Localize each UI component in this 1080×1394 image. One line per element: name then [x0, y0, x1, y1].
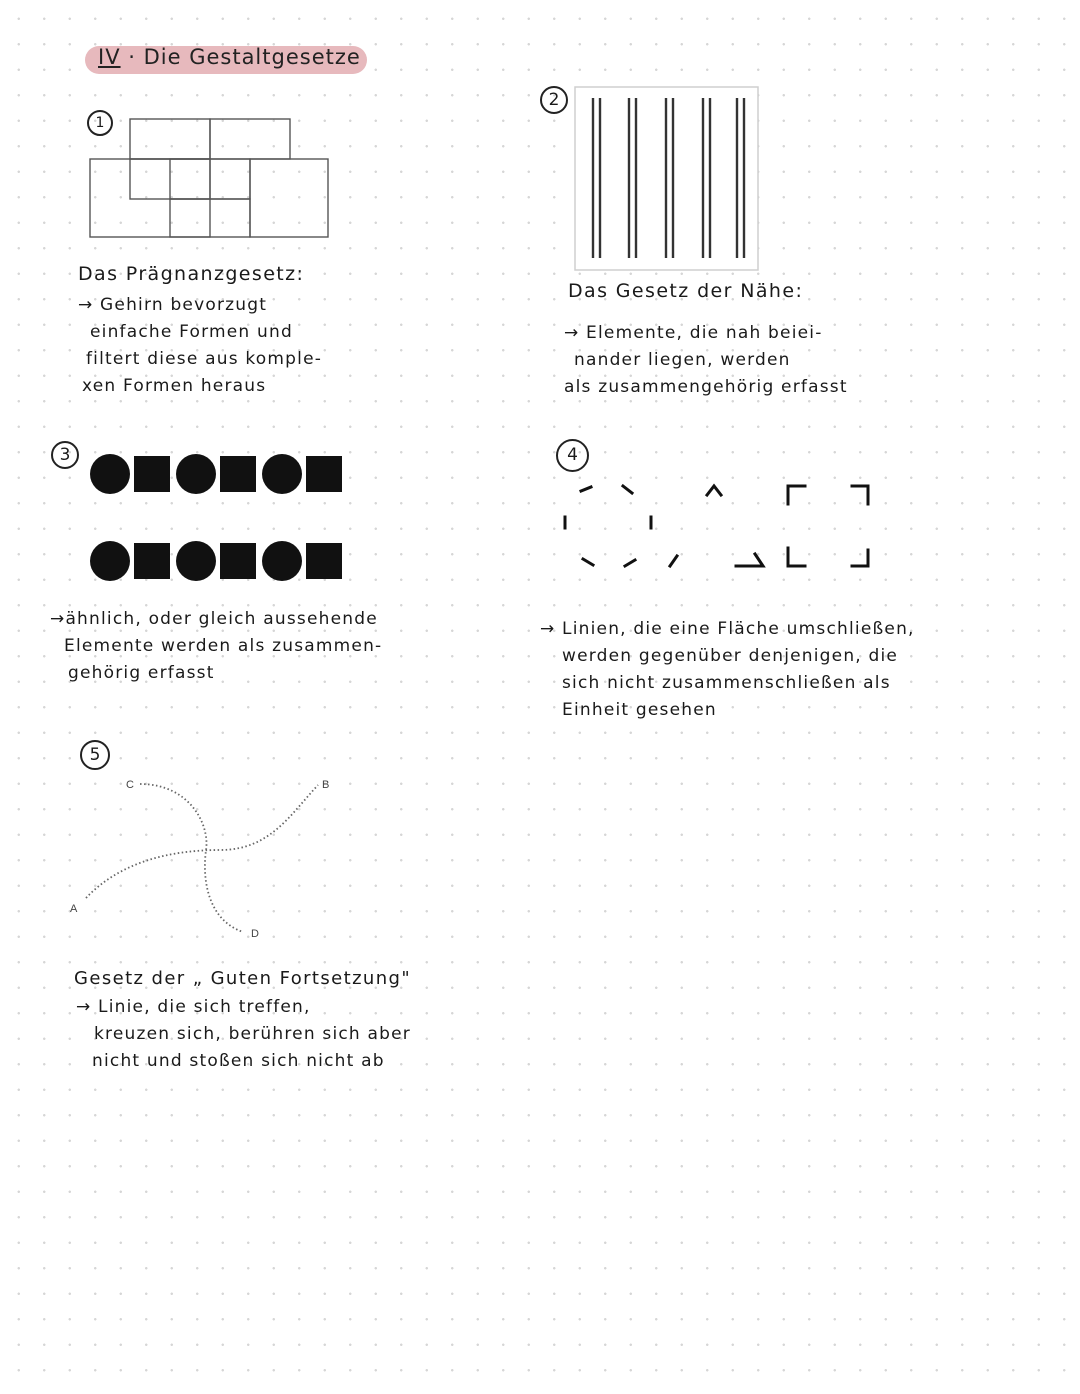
circle-shape	[262, 541, 302, 581]
section-2-line: → Elemente, die nah beiei-	[564, 323, 823, 343]
section-3-line: gehörig erfasst	[68, 663, 215, 683]
section-4-line: werden gegenüber denjenigen, die	[562, 646, 899, 666]
section-5-number: 5	[80, 740, 110, 770]
section-2-text	[564, 320, 848, 401]
section-1-number: 1	[87, 110, 113, 136]
label-a: A	[70, 903, 78, 915]
fragment	[625, 560, 635, 566]
square-shape	[220, 543, 256, 579]
square-shape	[306, 456, 342, 492]
section-2-number: 2	[540, 86, 568, 114]
circle-shape	[176, 454, 216, 494]
section-1-line: einfache Formen und	[90, 322, 293, 342]
rect-big-left	[90, 159, 210, 237]
fragment	[670, 556, 677, 566]
label-b: B	[322, 779, 330, 791]
square-shape	[220, 456, 256, 492]
label-c: C	[126, 779, 134, 791]
circle-shape	[262, 454, 302, 494]
square-shape	[306, 543, 342, 579]
section-3-line: →ähnlich, oder gleich aussehende	[50, 609, 378, 629]
section-4-number: 4	[556, 439, 589, 472]
section-4-line: sich nicht zusammenschließen als	[562, 673, 891, 693]
section-3-number: 3	[51, 441, 79, 469]
section-1-line: → Gehirn bevorzugt	[78, 295, 268, 315]
circle-shape	[90, 454, 130, 494]
rect-big-right	[250, 159, 328, 237]
square-shape	[134, 456, 170, 492]
vertical-lines-figure	[574, 86, 760, 272]
fragment	[788, 486, 805, 504]
section-2-line: als zusammengehörig erfasst	[564, 377, 848, 397]
fragment	[583, 559, 593, 565]
section-2-heading: Das Gesetz der Nähe:	[568, 280, 804, 302]
section-1-text	[78, 292, 322, 400]
overlapping-rectangles-figure	[85, 115, 335, 243]
square-shape	[134, 543, 170, 579]
page-title	[98, 45, 361, 69]
section-2-line: nander liegen, werden	[574, 350, 791, 370]
fragment	[852, 486, 868, 504]
section-5-text	[76, 994, 411, 1075]
section-1-line: filtert diese aus komple-	[86, 349, 323, 369]
rect-top-right	[210, 119, 290, 159]
title-numeral: IV	[98, 45, 121, 69]
rect-top-left	[130, 119, 210, 159]
fragment	[581, 487, 591, 491]
section-5-line: nicht und stoßen sich nicht ab	[92, 1051, 385, 1071]
fragment	[736, 554, 763, 566]
circle-shape	[90, 541, 130, 581]
circles-squares-figure	[85, 450, 355, 585]
section-5-line: → Linie, die sich treffen,	[76, 997, 311, 1017]
section-1-heading: Das Prägnanzgesetz:	[78, 263, 305, 285]
section-5-heading: Gesetz der „ Guten Fortsetzung"	[74, 968, 412, 989]
section-4-line: Einheit gesehen	[562, 700, 717, 720]
section-4-text	[540, 616, 915, 724]
fragment	[852, 550, 868, 566]
section-3-line: Elemente werden als zusammen-	[64, 636, 383, 656]
section-3-text	[50, 606, 382, 687]
curve-a-b	[86, 785, 318, 898]
good-continuation-figure	[60, 770, 350, 950]
title-text: · Die Gestaltgesetze	[128, 45, 361, 69]
fragment	[707, 486, 721, 495]
section-4-line: → Linien, die eine Fläche umschließen,	[540, 619, 915, 639]
label-d: D	[251, 928, 259, 940]
fragment	[623, 486, 632, 493]
section-1-line: xen Formen heraus	[82, 376, 267, 396]
section-5-line: kreuzen sich, berühren sich aber	[94, 1024, 411, 1044]
fragmented-shapes-figure	[555, 470, 885, 580]
fragment	[788, 548, 805, 566]
circle-shape	[176, 541, 216, 581]
